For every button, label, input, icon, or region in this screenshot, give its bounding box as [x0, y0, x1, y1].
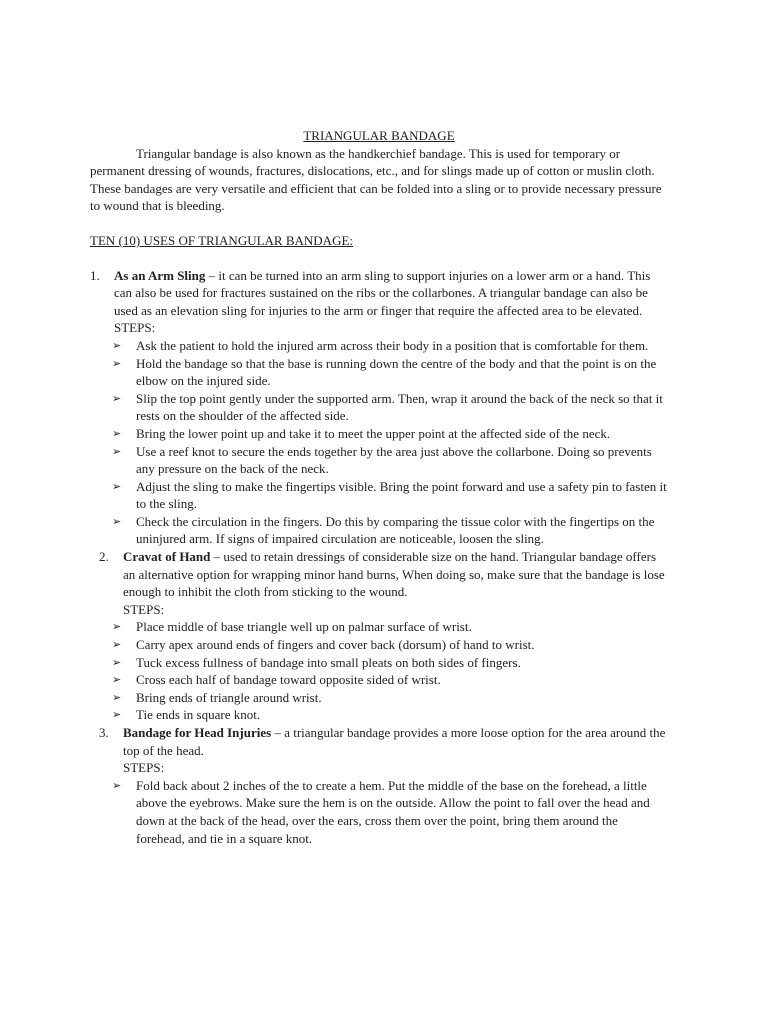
step-item	[112, 355, 668, 390]
arrow-bullet-icon: ➢	[112, 338, 122, 352]
use-section	[90, 548, 668, 724]
arrow-bullet-icon: ➢	[112, 655, 122, 669]
steps-label: STEPS:	[123, 601, 165, 617]
arrow-bullet-icon: ➢	[112, 778, 122, 792]
step-text: Carry apex around ends of fingers and cover back (dorsum) of hand to wrist.	[136, 637, 535, 653]
step-item	[112, 777, 668, 847]
intro-paragraph: Triangular bandage is also known as the handkerchief bandage. This is used for temporary or permanent dressing of wounds, fractures, dislocations, etc., and for slings made up of cotton or muslin cloth. These bandages are very versatile and efficient that can be folded into a sling or to provide necessary pressure to wound that is bleeding.	[90, 145, 662, 214]
step-text: Cross each half of bandage toward opposite sided of wrist.	[136, 672, 441, 688]
step-item	[112, 513, 668, 548]
section-number: 3.	[99, 725, 109, 740]
step-item	[112, 636, 668, 654]
arrow-bullet-icon: ➢	[112, 391, 122, 405]
uses-heading: TEN (10) USES OF TRIANGULAR BANDAGE:	[90, 232, 354, 248]
step-item	[112, 337, 668, 355]
section-description-text: – it can be turned into an arm sling to support injuries on a lower arm or a hand. This can also be used for fractures sustained on the ribs or the collarbones. A triangular bandage can also be used as an elevation sling for injuries to the arm or finger that require the affected area to be elevated.	[114, 267, 651, 318]
use-section	[90, 267, 668, 549]
step-text: Place middle of base triangle well up on palmar surface of wrist.	[136, 619, 472, 635]
steps-list	[112, 777, 668, 847]
step-text: Adjust the sling to make the fingertips visible. Bring the point forward and use a safety pin to fasten it to the sling.	[136, 478, 667, 512]
arrow-bullet-icon: ➢	[112, 444, 122, 458]
step-item	[112, 689, 668, 707]
section-description-text: – used to retain dressings of considerable size on the hand. Triangular bandage offers an alternative option for wrapping minor hand burns, When doing so, make sure that the bandage is lose enough to inhibit the cloth from sticking to the wound.	[123, 549, 665, 600]
steps-label: STEPS:	[123, 760, 165, 776]
arrow-bullet-icon: ➢	[112, 356, 122, 370]
section-description	[123, 724, 668, 759]
step-item	[112, 671, 668, 689]
arrow-bullet-icon: ➢	[112, 426, 122, 440]
section-name: Bandage for Head Injuries	[123, 725, 272, 740]
arrow-bullet-icon: ➢	[112, 690, 122, 704]
step-text: Hold the bandage so that the base is running down the centre of the body and that the point is on the elbow on the injured side.	[136, 355, 657, 389]
section-name: Cravat of Hand	[123, 549, 211, 565]
section-description	[123, 548, 668, 601]
step-item	[112, 425, 668, 443]
step-text: Tuck excess fullness of bandage into small pleats on both sides of fingers.	[136, 654, 521, 670]
document-title: TRIANGULAR BANDAGE	[303, 128, 455, 143]
section-description	[114, 267, 668, 320]
step-text: Ask the patient to hold the injured arm across their body in a position that is comfortable for them.	[136, 337, 649, 353]
step-item	[112, 654, 668, 672]
arrow-bullet-icon: ➢	[112, 708, 122, 722]
arrow-bullet-icon: ➢	[112, 638, 122, 652]
step-text: Tie ends in square knot.	[136, 707, 261, 723]
step-item	[112, 706, 668, 724]
steps-list	[112, 337, 668, 548]
step-item	[112, 618, 668, 636]
step-item	[112, 443, 668, 478]
use-section	[90, 724, 668, 847]
arrow-bullet-icon: ➢	[112, 673, 122, 687]
step-text: Check the circulation in the fingers. Do this by comparing the tissue color with the fingertips on the uninjured arm. If signs of impaired circulation are noticeable, loosen the sling.	[136, 513, 655, 547]
section-number: 1.	[90, 267, 100, 283]
uses-list	[90, 267, 668, 848]
steps-label: STEPS:	[114, 320, 156, 336]
section-name: As an Arm Sling	[114, 267, 206, 283]
arrow-bullet-icon: ➢	[112, 514, 122, 528]
step-text: Bring ends of triangle around wrist.	[136, 689, 322, 705]
step-item	[112, 478, 668, 513]
arrow-bullet-icon: ➢	[112, 620, 122, 634]
step-text: Bring the lower point up and take it to meet the upper point at the affected side of the neck.	[136, 425, 611, 441]
step-text: Use a reef knot to secure the ends together by the area just above the collarbone. Doing so prevents any pressure on the back of the neck.	[136, 443, 652, 477]
step-text: Fold back about 2 inches of the to create a hem. Put the middle of the base on the forehead, a little above the eyebrows. Make sure the hem is on the outside. Allow the point to fall over the head and down at the back of the head, over the ears, cross them over the point, bring them around the forehead, and tie in a square knot.	[136, 777, 650, 846]
section-number: 2.	[99, 549, 109, 565]
arrow-bullet-icon: ➢	[112, 479, 122, 493]
step-text: Slip the top point gently under the supported arm. Then, wrap it around the back of the neck so that it rests on the shoulder of the affected side.	[136, 390, 663, 424]
step-item	[112, 390, 668, 425]
section-description-text: – a triangular bandage provides a more loose option for the area around the top of the head.	[123, 725, 666, 758]
steps-list	[112, 618, 668, 724]
